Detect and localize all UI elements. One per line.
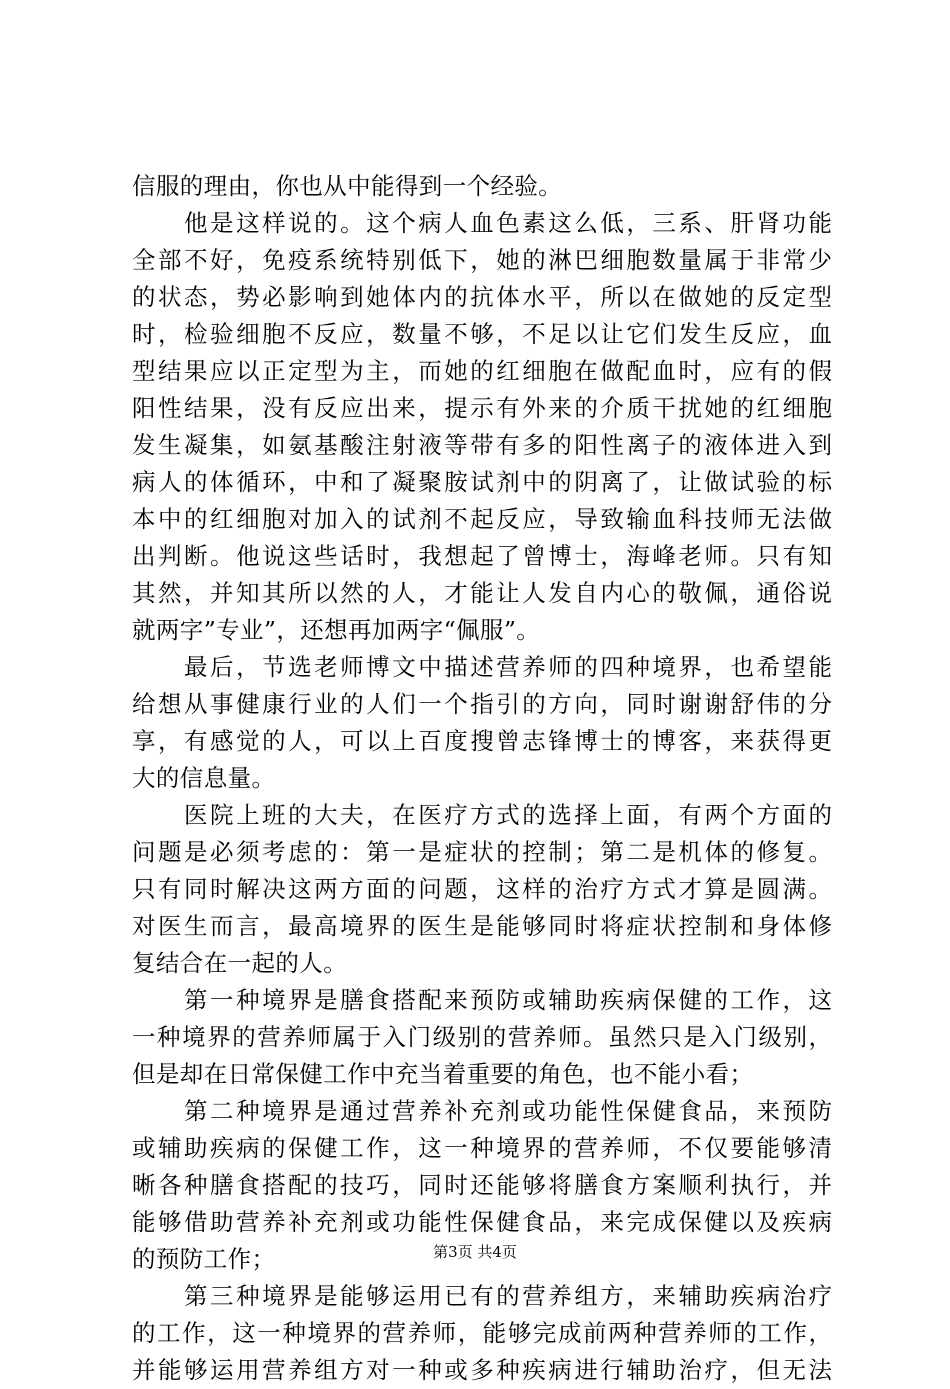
text-line: 一种境界的营养师属于入门级别的营养师。虽然只是入门级别， — [132, 1023, 832, 1051]
text-line: 或辅助疾病的保健工作，这一种境界的营养师，不仅要能够清 — [132, 1134, 832, 1162]
page-footer: 第3页 共4页 — [433, 1243, 517, 1261]
body-text — [132, 168, 832, 1389]
text-line: 医院上班的大夫，在医疗方式的选择上面，有两个方面的 — [132, 801, 832, 829]
text-line: 他是这样说的。这个病人血色素这么低，三系、肝肾功能 — [132, 209, 832, 237]
text-line: 并能够运用营养组方对一种或多种疾病进行辅助治疗，但无法 — [132, 1356, 832, 1384]
text-line: 第二种境界是通过营养补充剂或功能性保健食品，来预防 — [132, 1097, 832, 1125]
text-line: 但是却在日常保健工作中充当着重要的角色，也不能小看； — [132, 1060, 754, 1088]
text-line: 全部不好，免疫系统特别低下，她的淋巴细胞数量属于非常少 — [132, 246, 832, 274]
text-line: 只有同时解决这两方面的问题，这样的治疗方式才算是圆满。 — [132, 875, 832, 903]
text-line: 其然，并知其所以然的人，才能让人发自内心的敬佩，通俗说 — [132, 579, 832, 607]
text-line: 的预防工作； — [132, 1245, 276, 1273]
text-line: 病人的体循环，中和了凝聚胺试剂中的阴离了，让做试验的标 — [132, 468, 832, 496]
text-line: 时，检验细胞不反应，数量不够，不足以让它们发生反应，血 — [132, 320, 832, 348]
text-line: 给想从事健康行业的人们一个指引的方向，同时谢谢舒伟的分 — [132, 690, 832, 718]
text-line: 出判断。他说这些话时，我想起了曾博士，海峰老师。只有知 — [132, 542, 832, 570]
text-line: 享，有感觉的人，可以上百度搜曾志锋博士的博客，来获得更 — [132, 727, 832, 755]
text-line: 信服的理由，你也从中能得到一个经验。 — [132, 172, 563, 200]
text-line: 对医生而言，最高境界的医生是能够同时将症状控制和身体修 — [132, 912, 832, 940]
text-line: 大的信息量。 — [132, 764, 276, 792]
text-line: 型结果应以正定型为主，而她的红细胞在做配血时，应有的假 — [132, 357, 832, 385]
text-line: 晰各种膳食搭配的技巧，同时还能够将膳食方案顺利执行，并 — [132, 1171, 832, 1199]
text-line: 最后，节选老师博文中描述营养师的四种境界，也希望能 — [132, 653, 832, 681]
text-line: 问题是必须考虑的：第一是症状的控制；第二是机体的修复。 — [132, 838, 832, 866]
text-line: 能够借助营养补充剂或功能性保健食品，来完成保健以及疾病 — [132, 1208, 832, 1236]
text-line: 阳性结果，没有反应出来，提示有外来的介质干扰她的红细胞 — [132, 394, 832, 422]
text-line: 的工作，这一种境界的营养师，能够完成前两种营养师的工作， — [132, 1319, 832, 1347]
text-line: 本中的红细胞对加入的试剂不起反应，导致输血科技师无法做 — [132, 505, 832, 533]
text-line: 第一种境界是膳食搭配来预防或辅助疾病保健的工作，这 — [132, 986, 832, 1014]
text-line: 的状态，势必影响到她体内的抗体水平，所以在做她的反定型 — [132, 283, 832, 311]
text-line: 发生凝集，如氨基酸注射液等带有多的阳性离子的液体进入到 — [132, 431, 832, 459]
text-line: 第三种境界是能够运用已有的营养组方，来辅助疾病治疗 — [132, 1282, 832, 1310]
text-line: 复结合在一起的人。 — [132, 949, 348, 977]
text-line: 就两字”专业”，还想再加两字“佩服”。 — [132, 616, 541, 644]
